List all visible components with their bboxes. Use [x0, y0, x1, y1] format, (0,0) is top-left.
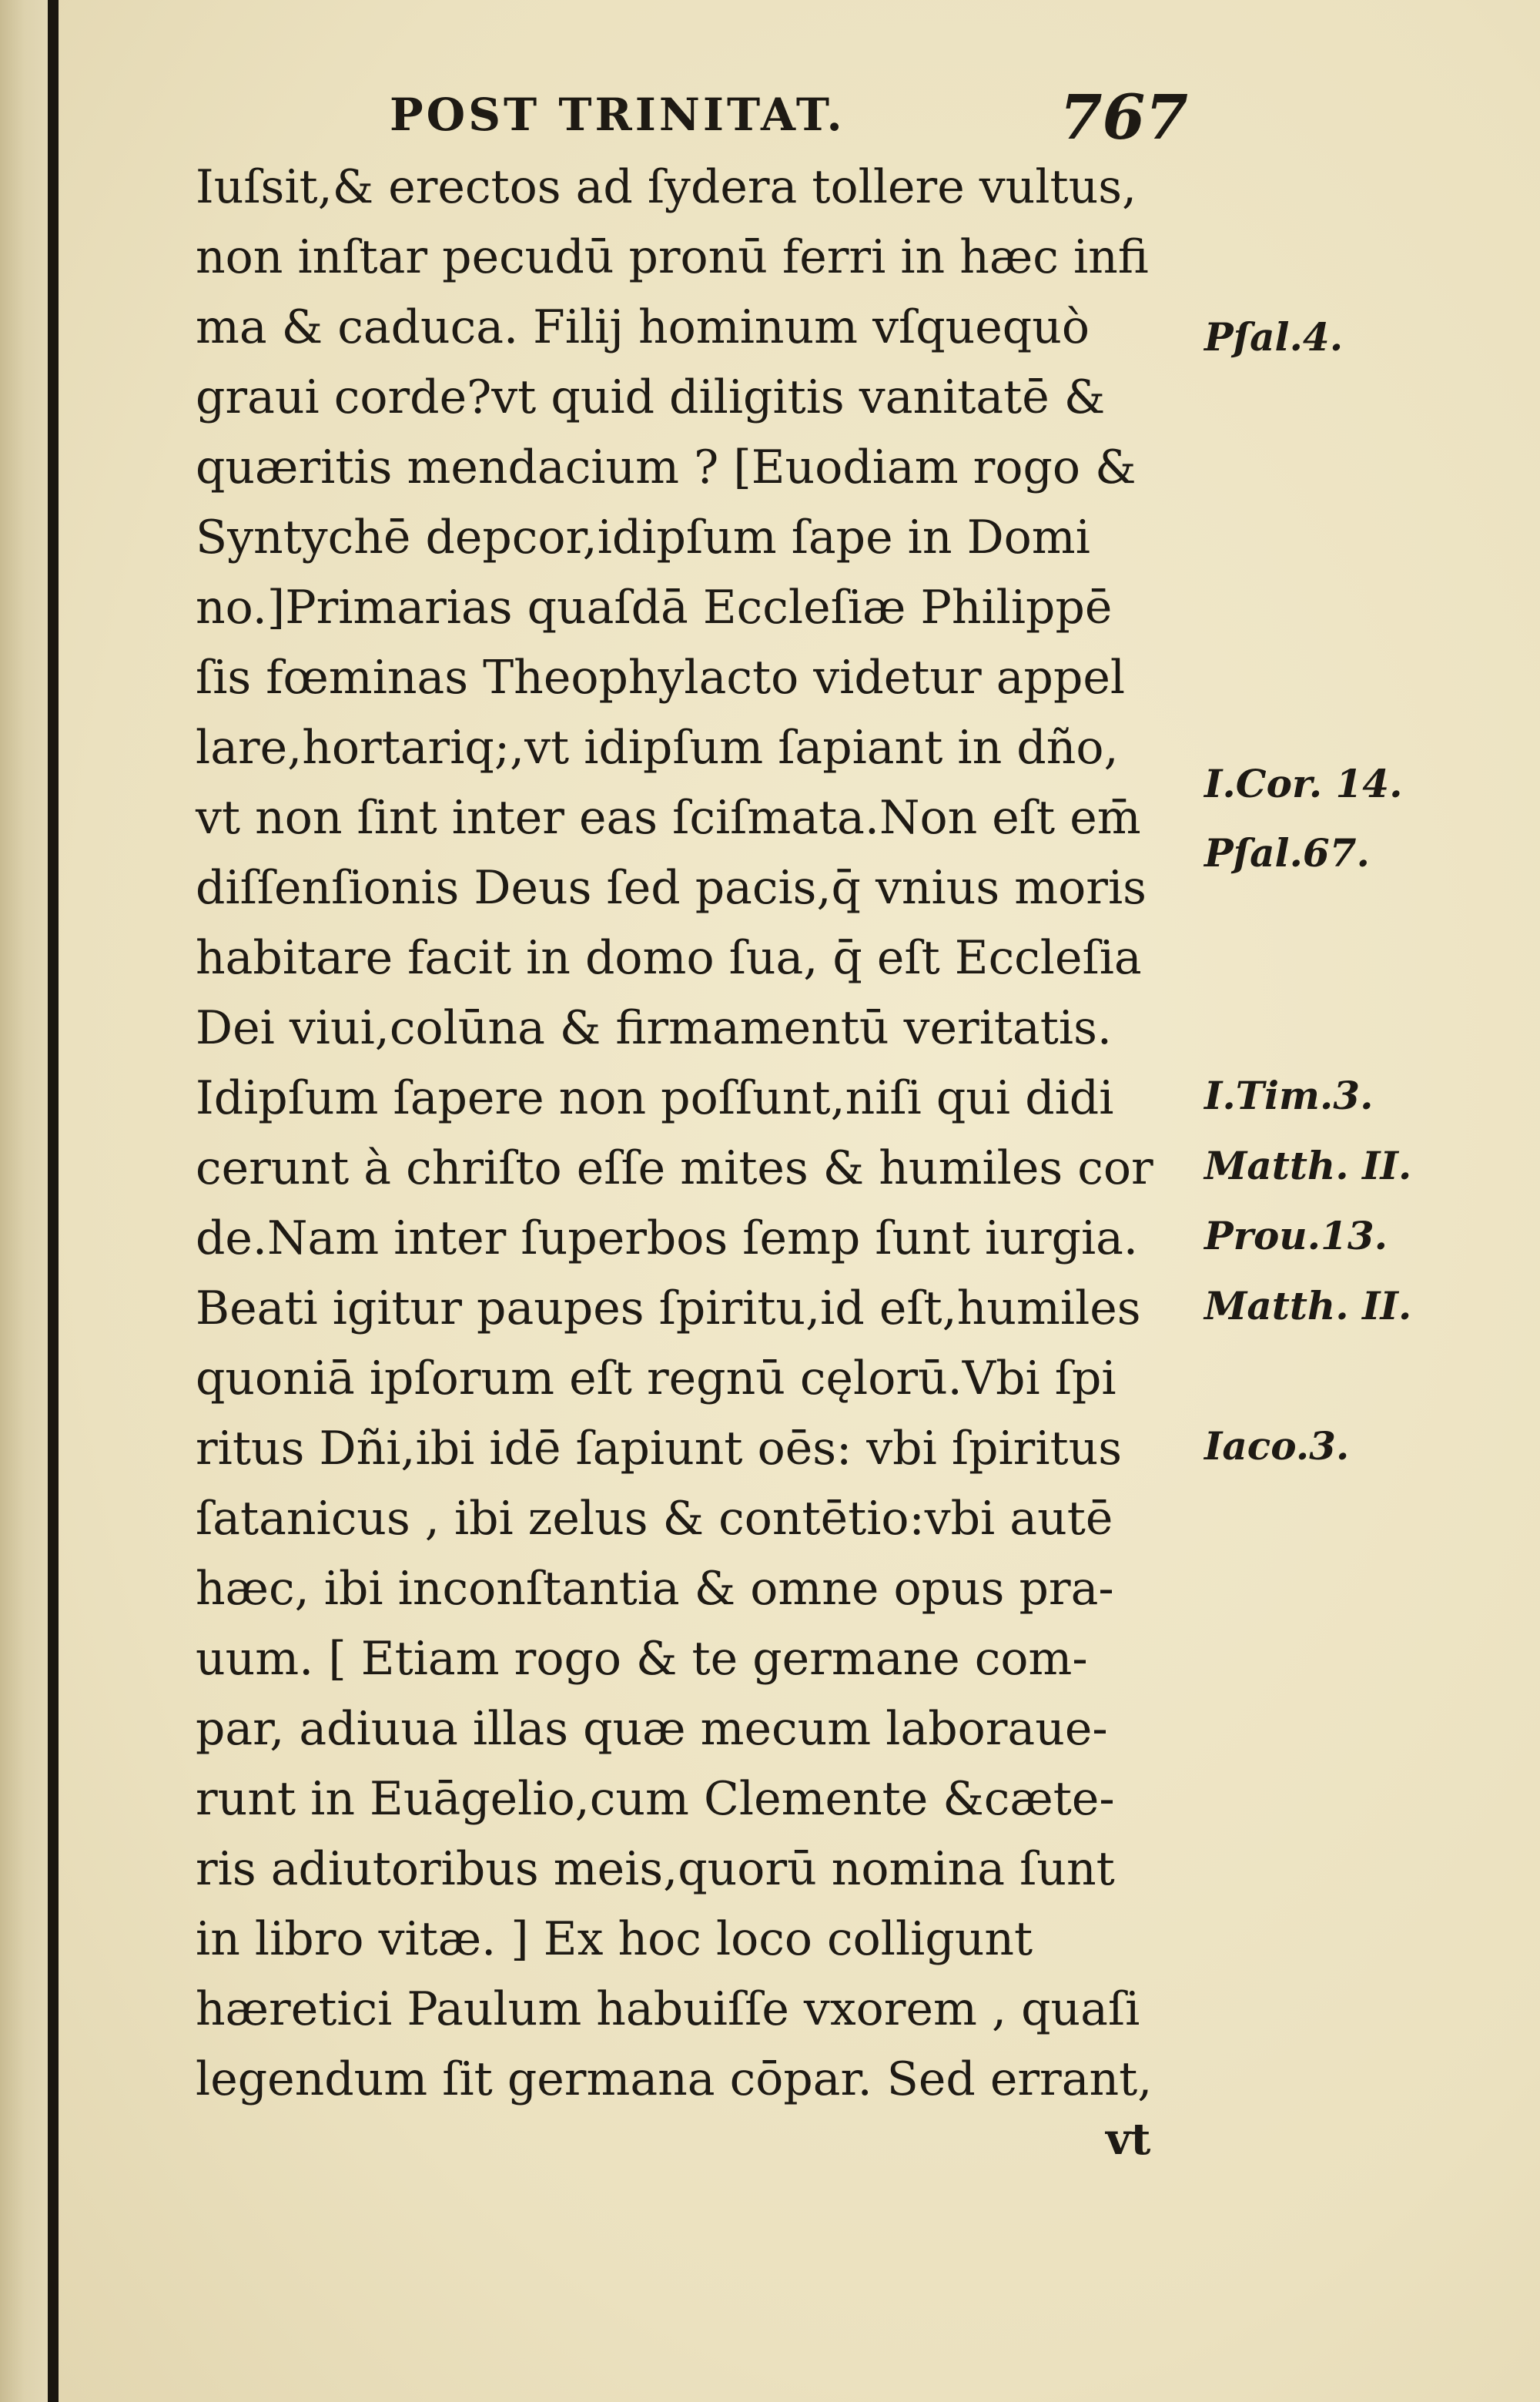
- text-line: quoniā ipſorum eſt regnū cęlorū.Vbi ſpi: [196, 1352, 1116, 1405]
- text-line: legendum ſit germana cōpar. Sed errant,: [196, 2052, 1153, 2106]
- text-line: hæretici Paulum habuiſſe vxorem , quaſi: [196, 1982, 1140, 2036]
- text-line: hæc, ibi inconſtantia & omne opus pra-: [196, 1562, 1114, 1616]
- text-line: par, adiuua illas quæ mecum laboraue-: [196, 1702, 1108, 1756]
- text-line: de.Nam inter ſuperbos ſemp ſunt iurgia.: [196, 1211, 1138, 1265]
- text-line: habitare facit in domo ſua, q̄ eſt Eccleſia: [196, 931, 1142, 985]
- text-line: graui corde?vt quid diligitis vanitatē &: [196, 370, 1106, 424]
- text-line: runt in Euāgelio,cum Clemente &cæte-: [196, 1772, 1115, 1826]
- text-line: cerunt à chriſto eſſe mites & humiles cor: [196, 1141, 1153, 1195]
- page-header: [390, 81, 1190, 153]
- margin-note-corinthians: I.Cor. 14.: [1204, 761, 1403, 806]
- body-text: [196, 152, 1212, 2115]
- text-line: non inſtar pecudū pronū ferri in hæc infi: [196, 230, 1149, 284]
- margin-notes: [1204, 0, 1435, 2402]
- text-line: Beati igitur paupes ſpiritu,id eſt,humiles: [196, 1281, 1141, 1335]
- text-line: Dei viui,colūna & firmamentū veritatis.: [196, 1001, 1112, 1055]
- text-line: ſis fœminas Theophylacto videtur appel: [196, 651, 1126, 705]
- text-line: vt non ſint inter eas ſciſmata.Non eſt em̄: [196, 791, 1141, 845]
- text-line: diſſenſionis Deus ſed pacis,q̄ vnius moris: [196, 861, 1147, 915]
- margin-note-james: Iaco.3.: [1204, 1423, 1350, 1469]
- text-line: Iuſsit,& erectos ad ſydera tollere vultus,: [196, 160, 1137, 214]
- margin-note-matthew: Matth. II.: [1204, 1283, 1412, 1328]
- margin-note-proverbs: Prou.13.: [1204, 1213, 1388, 1258]
- text-line: ma & caduca. Filij hominum vſquequò: [196, 300, 1090, 354]
- text-line: ſatanicus , ibi zelus & contētio:vbi autē: [196, 1492, 1113, 1546]
- running-title: POST TRINITAT.: [390, 89, 845, 141]
- text-line: Idipſum ſapere non poſſunt,niſi qui didi: [196, 1071, 1114, 1125]
- text-line: in libro vitæ. ] Ex hoc loco colligunt: [196, 1912, 1033, 1966]
- catchword: vt: [1106, 2114, 1151, 2165]
- text-line: quæritis mendacium ? [Euodiam rogo &: [196, 441, 1137, 494]
- margin-note-psalm: Pſal.67.: [1204, 830, 1370, 876]
- text-line: uum. [ Etiam rogo & te germane com-: [196, 1632, 1088, 1686]
- text-line: ritus Dñi,ibi idē ſapiunt oēs: vbi ſpiritus: [196, 1422, 1123, 1476]
- margin-note-matthew: Matth. II.: [1204, 1143, 1412, 1188]
- text-line: no.]Primarias quaſdā Eccleſiæ Philippē: [196, 581, 1113, 635]
- margin-note-psalm: Pſal.4.: [1204, 314, 1344, 360]
- book-page: [59, 0, 1540, 2402]
- text-line: lare,hortariq;,vt idipſum ſapiant in dño,: [196, 721, 1119, 775]
- text-line: Syntychē depcor,idipſum ſape in Domi: [196, 511, 1090, 564]
- text-line: ris adiutoribus meis,quorū nomina ſunt: [196, 1842, 1115, 1896]
- page-number: 767: [1060, 81, 1188, 153]
- binding-edge: [48, 0, 59, 2402]
- margin-note-timothy: I.Tim.3.: [1204, 1073, 1374, 1118]
